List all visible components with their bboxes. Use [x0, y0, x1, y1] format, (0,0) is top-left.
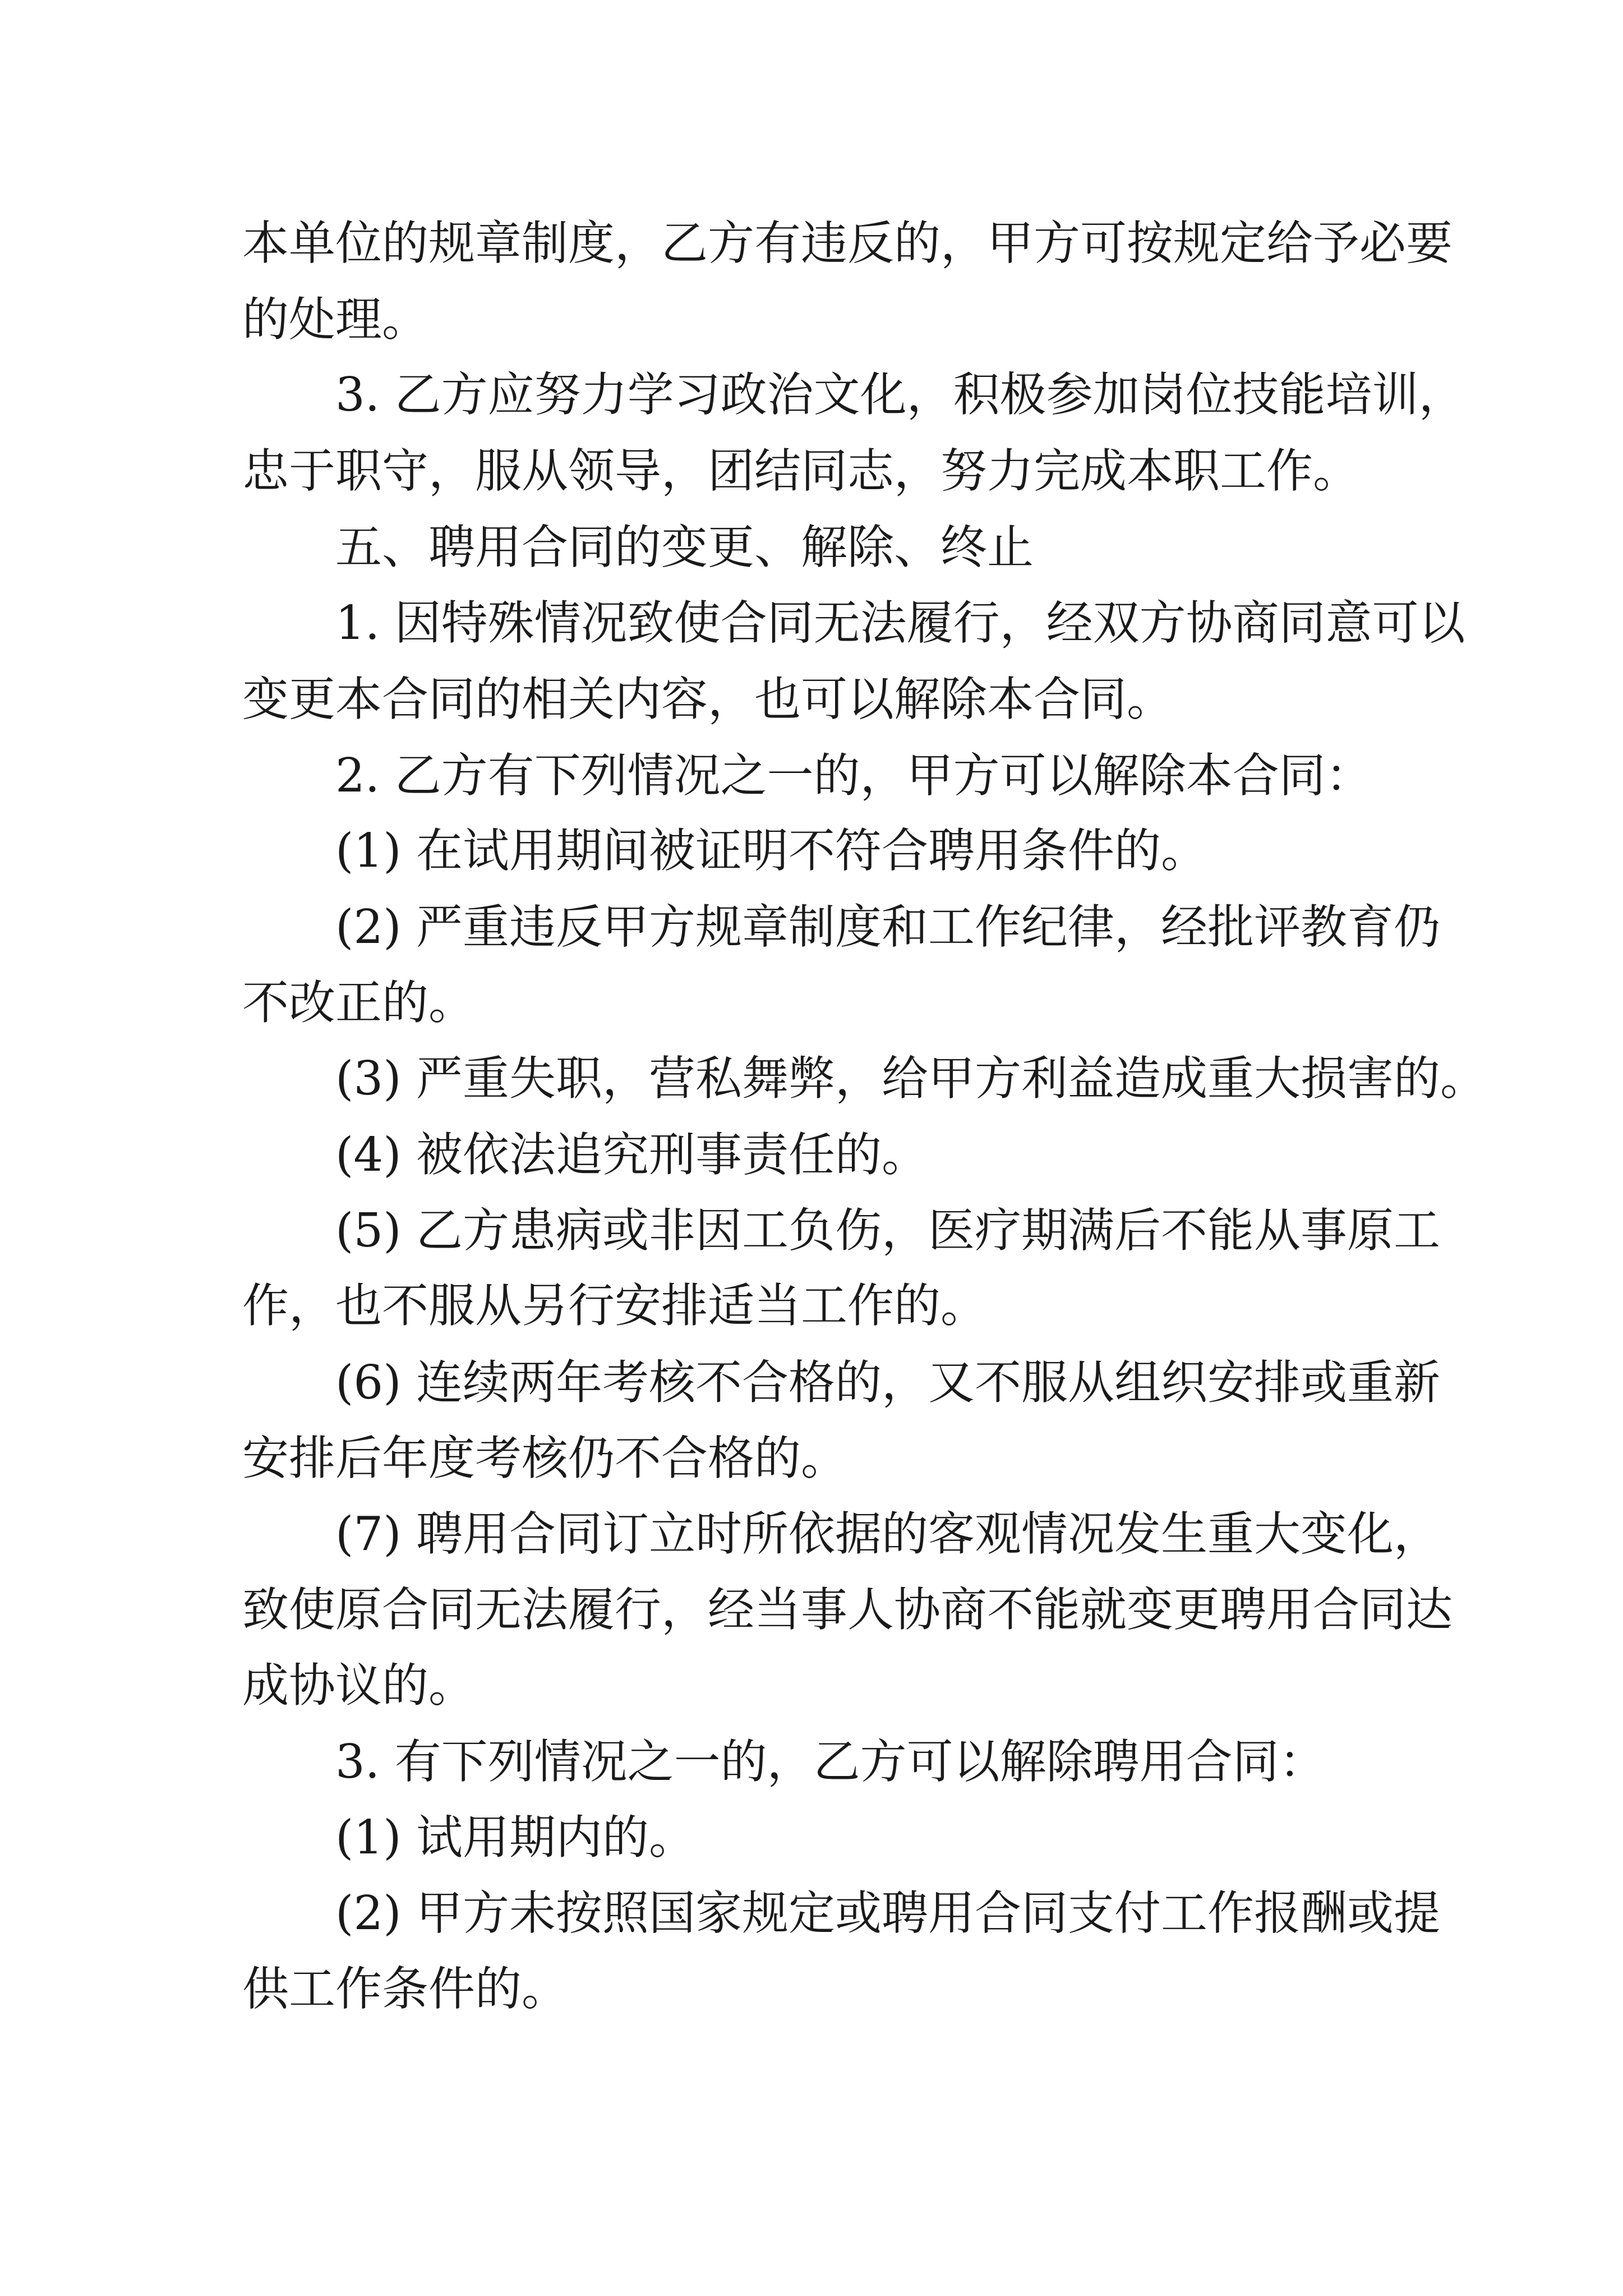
list-item: (2) 甲方未按照国家规定或聘用合同支付工作报酬或提: [335, 1886, 1440, 1940]
list-item: (1) 试用期内的。: [335, 1810, 695, 1865]
paragraph-line: 变更本合同的相关内容，也可以解除本合同。: [242, 672, 1173, 726]
list-item: (1) 在试用期间被证明不符合聘用条件的。: [335, 823, 1207, 878]
list-item-continuation: 安排后年度考核仍不合格的。: [242, 1431, 847, 1485]
paragraph-line: 3. 有下列情况之一的，乙方可以解除聘用合同：: [335, 1734, 1326, 1789]
list-item: (4) 被依法追究刑事责任的。: [335, 1128, 928, 1182]
paragraph-line: 忠于职守，服从领导，团结同志，努力完成本职工作。: [242, 444, 1359, 498]
paragraph-line: 本单位的规章制度，乙方有违反的，甲方可按规定给予必要: [242, 216, 1453, 270]
list-item-continuation: 作，也不服从另行安排适当工作的。: [242, 1278, 987, 1333]
list-item-continuation: 不改正的。: [242, 976, 475, 1030]
list-item-continuation: 致使原合同无法履行，经当事人协商不能就变更聘用合同达: [242, 1582, 1453, 1637]
paragraph-line: 2. 乙方有下列情况之一的，甲方可以解除本合同：: [335, 748, 1372, 803]
list-item-continuation: 供工作条件的。: [242, 1962, 568, 2016]
paragraph-line: 的处理。: [242, 292, 428, 347]
paragraph-line: 3. 乙方应努力学习政治文化，积极参加岗位技能培训，: [335, 367, 1465, 422]
list-item: (2) 严重违反甲方规章制度和工作纪律，经批评教育仍: [335, 900, 1440, 954]
list-item-continuation: 成协议的。: [242, 1658, 475, 1713]
list-item: (6) 连续两年考核不合格的，又不服从组织安排或重新: [335, 1355, 1440, 1410]
section-heading: 五、聘用合同的变更、解除、终止: [335, 520, 1034, 574]
list-item: (7) 聘用合同订立时所依据的客观情况发生重大变化，: [335, 1507, 1440, 1561]
list-item: (5) 乙方患病或非因工负伤，医疗期满后不能从事原工: [335, 1203, 1440, 1258]
paragraph-line: 1. 因特殊情况致使合同无法履行，经双方协商同意可以: [335, 596, 1465, 650]
list-item: (3) 严重失职，营私舞弊，给甲方利益造成重大损害的。: [335, 1051, 1487, 1106]
